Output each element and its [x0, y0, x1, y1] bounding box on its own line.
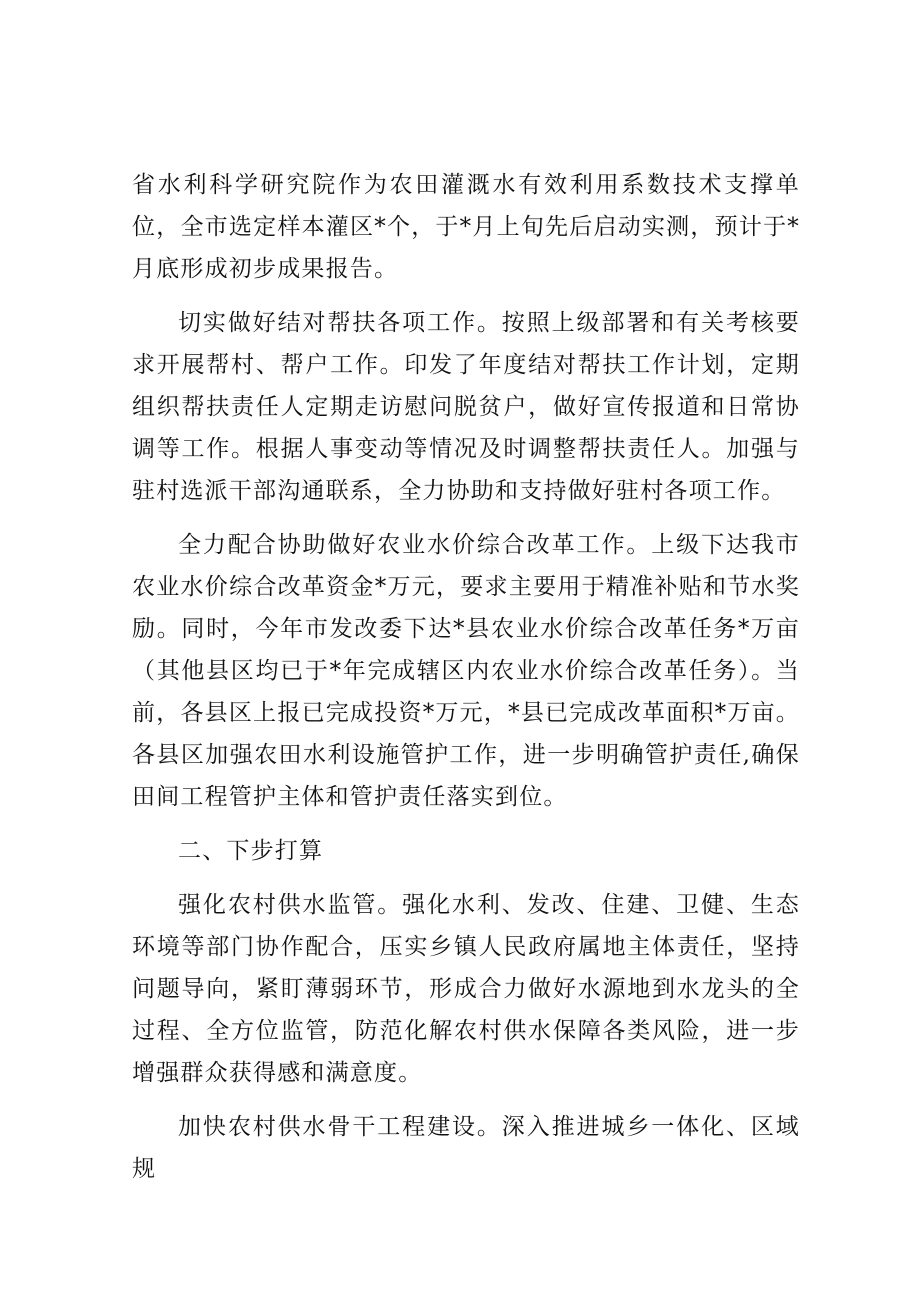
section-heading-next-steps: 二、下步打算 — [178, 838, 324, 864]
paragraph-rural-water-projects: 加快农村供水骨干工程建设。深入推进城乡一体化、区域规 — [132, 1114, 800, 1182]
paragraph-rural-water-supervision: 强化农村供水监管。强化水利、发改、住建、卫健、生态环境等部门协作配合，压实乡镇人民政府属地主体责任，坚持问题导向，紧盯薄弱环节，形成合力做好水源地到水龙头的全过程、全方位监管，防范化解农村供水保障各类风险，进一步增强群众获得感和满意度。 — [132, 892, 800, 1086]
paragraph-water-price-reform: 全力配合协助做好农业水价综合改革工作。上级下达我市农业水价综合改革资金*万元，要求主要用于精准补贴和节水奖励。同时，今年市发改委下达*县农业水价综合改革任务*万亩（其他县区均已于*年完成辖区内农业水价综合改革任务）。当前，各县区上报已完成投资*万元，*县已完成改革面积*万亩。各县区加强农田水利设施管护工作，进一步明确管护责任,确保田间工程管护主体和管护责任落实到位。 — [132, 532, 800, 810]
paragraph-pairing-assistance: 切实做好结对帮扶各项工作。按照上级部署和有关考核要求开展帮村、帮户工作。印发了年度结对帮扶工作计划，定期组织帮扶责任人定期走访慰问脱贫户，做好宣传报道和日常协调等工作。根据人事变动等情况及时调整帮扶责任人。加强与驻村选派干部沟通联系，全力协助和支持做好驻村各项工作。 — [132, 310, 800, 504]
document-body — [132, 164, 800, 1202]
paragraph-continuation: 省水利科学研究院作为农田灌溉水有效利用系数技术支撑单位，全市选定样本灌区*个，于*月上旬先后启动实测，预计于*月底形成初步成果报告。 — [132, 172, 800, 282]
